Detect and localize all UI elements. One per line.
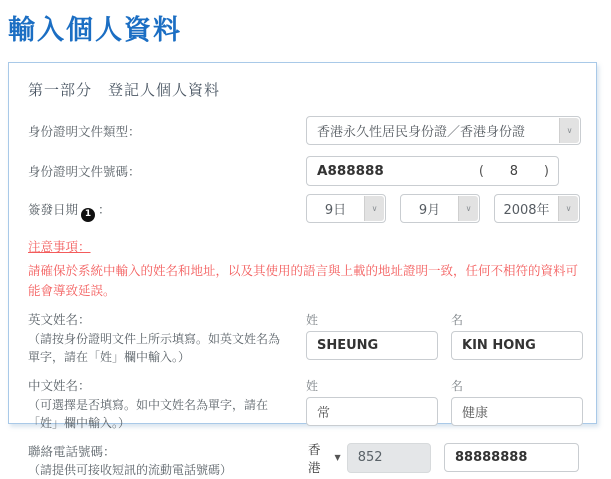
id-type-label: 身份證明文件類型： <box>28 116 306 142</box>
issue-date-label <box>28 194 306 222</box>
section-title: 第一部分 登記人個人資料 <box>28 79 579 100</box>
id-number-label: 身份證明文件號碼： <box>28 156 306 182</box>
id-type-selected-value: 香港永久性居民身份證／香港身份證 <box>307 121 525 140</box>
id-number-group <box>306 156 559 186</box>
english-name-label: 英文姓名： <box>28 311 290 330</box>
chinese-name-fields <box>306 377 583 426</box>
personal-info-panel <box>8 62 597 424</box>
phone-fields <box>306 443 579 473</box>
phone-region-select[interactable] <box>306 443 347 473</box>
chinese-surname-group <box>306 377 438 426</box>
notice-body: 請確保於系統中輸入的姓名和地址，以及其使用的語言與上載的地址證明一致，任何不相符的資料可能會導致延誤。 <box>28 261 579 301</box>
issue-date-group <box>306 194 580 223</box>
id-number-input[interactable] <box>307 163 479 179</box>
chinese-givenname-group <box>451 377 583 426</box>
info-badge[interactable]: 1 <box>81 208 95 222</box>
chinese-surname-input[interactable] <box>306 397 438 426</box>
english-name-hint: （請按身份證明文件上所示填寫。如英文姓名為單字，請在「姓」欄中輸入。） <box>28 330 290 366</box>
dial-code-field: 852 <box>347 443 431 473</box>
notice-title: 注意事項： <box>28 237 579 255</box>
issue-year-select[interactable] <box>494 194 580 223</box>
chinese-givenname-input[interactable] <box>451 397 583 426</box>
issue-year-value: 2008年 <box>495 199 558 218</box>
row-chinese-name <box>28 377 579 432</box>
issue-date-colon: ： <box>98 202 111 217</box>
phone-label: 聯絡電話號碼： <box>28 443 306 462</box>
row-phone <box>28 443 579 479</box>
english-name-fields <box>306 311 583 360</box>
english-givenname-group <box>451 311 583 360</box>
issue-day-select[interactable] <box>306 194 386 223</box>
surname-field-label: 姓 <box>306 377 438 394</box>
page-title: 輸入個人資料 <box>8 8 611 47</box>
check-digit-paren-open: ( <box>479 164 484 179</box>
issue-month-value: 9月 <box>401 199 458 218</box>
chevron-down-icon[interactable]: ∨ <box>558 196 578 221</box>
check-digit-paren-close: ) <box>544 164 549 179</box>
phone-number-input[interactable] <box>444 443 579 472</box>
chinese-name-label-block <box>28 377 306 432</box>
chevron-down-icon[interactable]: ∨ <box>458 196 478 221</box>
chinese-name-label: 中文姓名： <box>28 377 290 396</box>
phone-label-block <box>28 443 306 479</box>
row-id-type <box>28 116 579 145</box>
row-issue-date <box>28 194 579 223</box>
issue-day-value: 9日 <box>307 199 364 218</box>
row-id-number <box>28 156 579 186</box>
english-name-label-block <box>28 311 306 366</box>
english-givenname-input[interactable] <box>451 331 583 360</box>
chevron-down-icon[interactable]: ∨ <box>364 196 384 221</box>
row-english-name <box>28 311 579 366</box>
issue-date-label-text: 簽發日期 <box>28 202 78 217</box>
issue-month-select[interactable] <box>400 194 480 223</box>
phone-hint: （請提供可接收短訊的流動電話號碼） <box>28 461 306 479</box>
givenname-field-label: 名 <box>451 377 583 394</box>
chinese-name-hint: （可選擇是否填寫。如中文姓名為單字，請在「姓」欄中輸入。） <box>28 396 290 432</box>
givenname-field-label: 名 <box>451 311 583 328</box>
notice-block <box>28 237 579 301</box>
phone-region-value: 香港 <box>308 440 330 476</box>
chevron-down-icon[interactable]: ∨ <box>559 118 579 143</box>
caret-down-icon: ▼ <box>335 453 341 462</box>
english-surname-group <box>306 311 438 360</box>
surname-field-label: 姓 <box>306 311 438 328</box>
english-surname-input[interactable] <box>306 331 438 360</box>
check-digit-input[interactable] <box>484 164 544 179</box>
id-type-select[interactable] <box>306 116 581 145</box>
